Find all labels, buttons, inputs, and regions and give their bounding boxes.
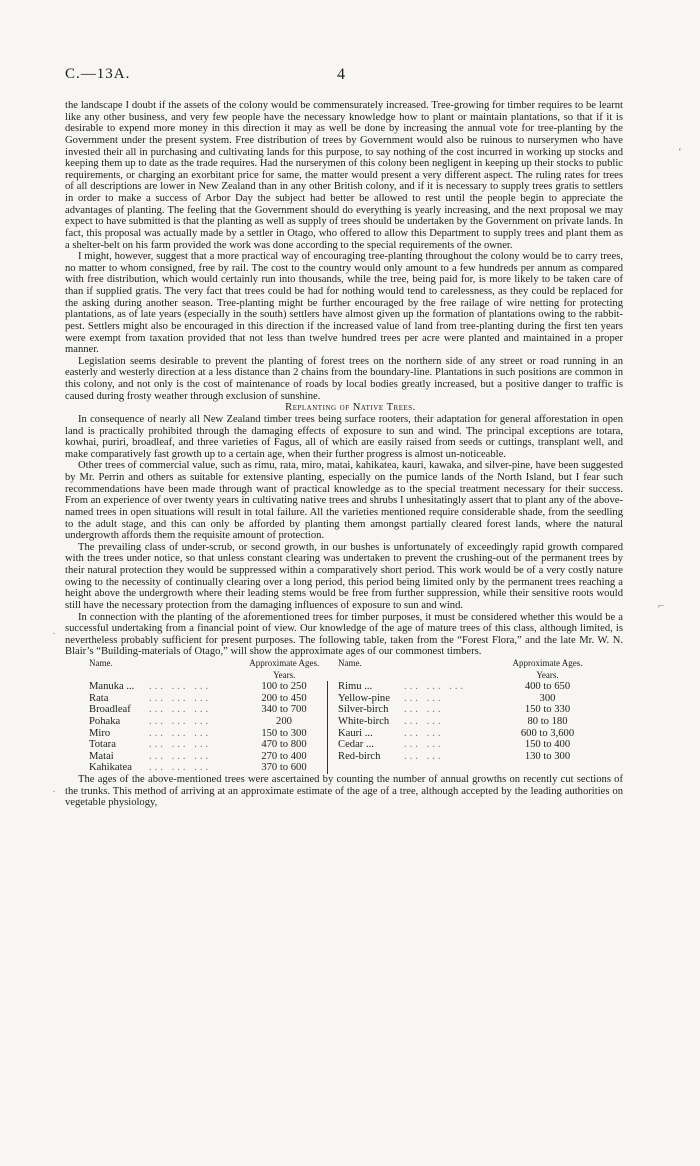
tree-name: Broadleaf	[89, 704, 131, 716]
table-row: Broadleaf ... ... ... 340 to 700 Silver-birch ... ... 150 to 330	[65, 704, 623, 716]
tree-name: White-birch	[338, 715, 390, 727]
paragraph-continued: the landscape I doubt if the assets of the colony would be commensurately increased. Tree-growing for timber requires to be learnt like any other business, and very few people have the necessary knowledge how to plant or maintain plantations, so that if it is desirable to expend more money in this direction it may as well be done by increasing the annual vote for tree-planting by the Government under the present system. Free distribution of trees by Government would also be ruinous to nurserymen who have invested their all in purchasing and cultivating lands for this purpose, to say nothing of the cost incurred in working up stocks and keeping them up to date as the trade requires. Had the nurserymen of this colony been negligent in keeping up their stocks to public requirements, or charging an exorbitant price for same, the matter would present a very different aspect. The ruling rates for trees of all descriptions are lower in New Zealand than in any other British colony, and if it is necessary to supply trees gratis to settlers in order to make a success of Arbor Day the subject had better be allowed to rest until the people begin to appreciate the advantages of planting. The feeling that the Government should do everything is yearly increasing, and the next proposal we may expect to have submitted is that the planting as well as supply of trees should be undertaken by the Government on private lands. In fact, this proposal was actually made by a settler in Otago, who offered to allow this Department to supply trees and plant them as a shelter-belt on his farm provided the work was done according to the special requirements of the owner.	[65, 100, 623, 251]
tree-name: Pohaka	[89, 715, 121, 727]
tree-name: Manuka ...	[89, 681, 135, 693]
margin-tick: ⌐	[658, 600, 665, 612]
tree-age: 370 to 600	[261, 762, 307, 774]
tree-name: Totara	[89, 739, 116, 751]
tree-age: 600 to 3,600	[520, 727, 575, 739]
tree-ages-table	[65, 658, 623, 774]
table-row: Miro ... ... ... 150 to 300 Kauri ... ... ... 600 to 3,600	[65, 728, 623, 740]
body-text	[65, 100, 623, 809]
section-heading: Replanting of Native Trees.	[285, 402, 416, 414]
tree-age: 130 to 300	[524, 750, 571, 762]
table-row: Totara ... ... ... 470 to 800 Cedar ... ... ... 150 to 400	[65, 739, 623, 751]
page-number: 4	[337, 66, 345, 83]
paragraph: Other trees of commercial value, such as rimu, rata, miro, matai, kahikatea, kauri, kawaka, and silver-pine, have been suggested by Mr. Perrin and others as suitable for extensive planting, especially on the pumice lands of the North Island, but I fear such recommendations have been made through want of practical knowledge as to the special treatment necessary for their success. From an experience of over twenty years in cultivating native trees and shrubs I unhesitatingly assert that to plant any of the above-named trees in open situations will result in total failure. All the varieties mentioned require considerable shade, from the seedling to the adult stage, and this can only be afforded by planting them amongst partially cleared forest lands, where the natural undergrowth affords them the requisite amount of protection.	[65, 460, 623, 542]
paragraph: In consequence of nearly all New Zealand timber trees being surface rooters, their adaptation for general afforestation in open land is practically prohibited through the damaging effects of exposure to sun and wind. The principal exceptions are totara, kowhai, puriri, broadleaf, and three varieties of Fagus, all of which are easily raised from seeds or cuttings, transplant well, and make comparatively fast growth up to a certain age, when their further progress is almost un-noticeable.	[65, 413, 623, 460]
column-header-ages: Approximate Ages. Years.	[512, 658, 583, 680]
tree-age: 150 to 330	[524, 704, 571, 716]
tree-age: 200	[276, 715, 292, 727]
table-row: Manuka ... ... ... ... 100 to 250 Rimu ... ... ... ... 400 to 650	[65, 681, 623, 693]
paragraph: The prevailing class of under-scrub, or second growth, in our bushes is unfortunately of exceedingly rapid growth compared with the trees under notice, so that unless constant clearing was undertaken to prevent the crushing-out of the permanent trees by their natural protection they would be suppressed within a comparatively short period. This work would be of a very costly nature owing to the necessity of continually clearing over a long period, this period being limited only by the permanent trees reaching a height above the undergrowth where their leading stems would be free from further suppression, while their sensitive roots would still have the necessary protection from the damaging influences of exposure to sun and wind.	[65, 541, 623, 611]
tree-name: Red-birch	[338, 750, 381, 762]
table-header-row	[65, 658, 623, 681]
tree-name: Yellow-pine	[338, 692, 390, 704]
tree-age: 100 to 250	[261, 681, 307, 693]
document-reference: C.—13A.	[65, 66, 131, 82]
tree-name: Cedar ...	[338, 739, 374, 751]
tree-age: 470 to 800	[261, 739, 307, 751]
tree-age: 270 to 400	[261, 750, 307, 762]
tree-age: 150 to 400	[524, 739, 571, 751]
tree-age: 300	[539, 692, 556, 704]
tree-name: Kahikatea	[89, 762, 132, 774]
paragraph: In connection with the planting of the aforementioned trees for timber purposes, it must be considered whether this would be a successful undertaking from a financial point of view. Our knowledge of the age of mature trees of this class, although limited, is nevertheless probably sufficient for present purposes. The following table, taken from the “Forest Flora,” and the late Mr. W. N. Blair’s “Building-materials of Otago,” will show the approximate ages of our commonest timbers.	[65, 611, 623, 658]
column-header-name: Name.	[89, 658, 113, 668]
column-header-ages: Approximate Ages. Years.	[249, 658, 320, 680]
tree-name: Silver-birch	[338, 704, 389, 716]
tree-age: 150 to 300	[261, 727, 307, 739]
table-row: Kahikatea ... ... ... 370 to 600	[65, 762, 623, 774]
tree-age: 80 to 180	[527, 715, 568, 727]
page-header	[65, 66, 625, 88]
column-header-name: Name.	[338, 658, 362, 668]
tree-age: 400 to 650	[524, 681, 571, 693]
margin-tick: ·	[52, 628, 56, 640]
tree-age: 200 to 450	[261, 692, 307, 704]
tree-name: Rata	[89, 692, 109, 704]
tree-name: Miro	[89, 727, 111, 739]
paragraph: The ages of the above-mentioned trees were ascertained by counting the number of annual growths on recently cut sections of the trunks. This method of arriving at an approximate estimate of the age of a tree, although accepted by the leading authorities on vegetable physiology,	[65, 773, 623, 809]
tree-name: Rimu ...	[338, 681, 373, 693]
margin-tick: ·	[52, 786, 56, 798]
margin-tick: ‘	[678, 146, 682, 158]
table-row: Pohaka ... ... ... 200 White-birch ... ... 80 to 180	[65, 716, 623, 728]
paragraph: Legislation seems desirable to prevent the planting of forest trees on the northern side of any street or road running in an easterly and westerly direction at a less distance than 2 chains from the boundary-line. Plantations in such positions are common in this colony, and not only is the cost of maintenance of roads by local bodies greatly increased, but a positive danger to traffic is caused during frosty weather through exclusion of sunshine.	[65, 355, 623, 402]
tree-age: 340 to 700	[261, 704, 307, 716]
tree-name: Matai	[89, 750, 114, 762]
table-row: Rata ... ... ... 200 to 450 Yellow-pine ... ... 300	[65, 693, 623, 705]
paragraph: I might, however, suggest that a more practical way of encouraging tree-planting throughout the colony would be to carry trees, no matter to whom consigned, free by rail. The cost to the country would only amount to a few hundreds per annum as compared with free distribution, which would certainly run into thousands, while the tree, being paid for, is more likely to be taken care of than if supplied gratis. The very fact that trees could be had for nothing would tend to carelessness, as they could be replaced for the asking during another season. Tree-planting might be further encouraged by the free railage of wire netting for protecting plantations, as of late years (especially in the south) settlers have almost given up the formation of plantations owing to the rabbit-pest. Settlers might also be encouraged in this direction if the increased value of land from tree-planting during the first ten years were exempt from taxation provided that not less than twelve hundred trees per acre were planted and maintained in a proper manner.	[65, 251, 623, 356]
table-row: Matai ... ... ... 270 to 400 Red-birch ... ... 130 to 300	[65, 751, 623, 763]
tree-name: Kauri ...	[338, 727, 373, 739]
